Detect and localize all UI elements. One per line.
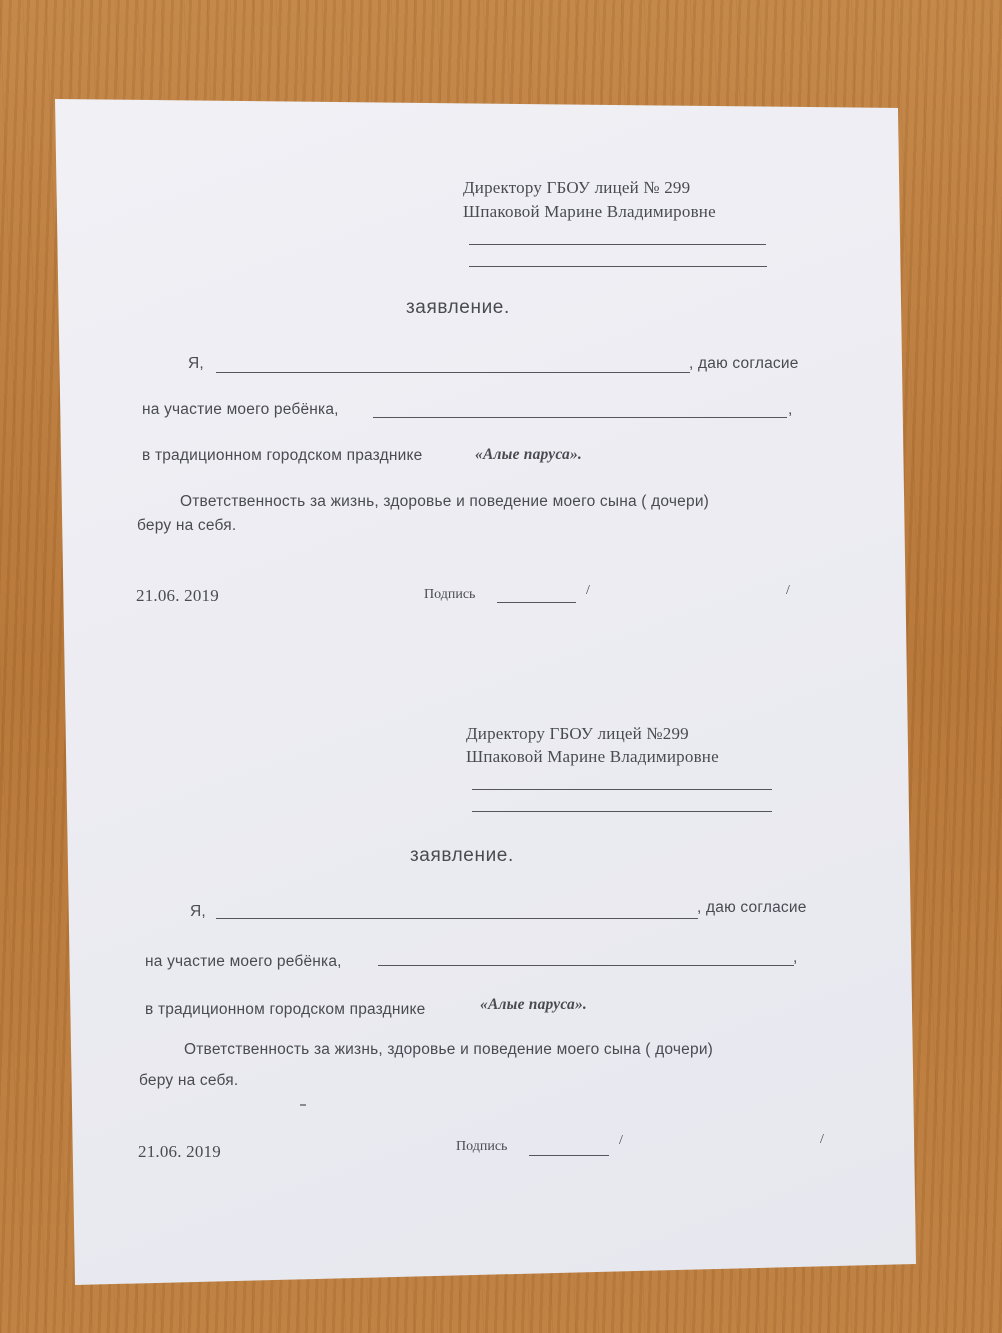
parent-name-blank	[216, 372, 690, 373]
participation-prefix: на участие моего ребёнка,	[142, 401, 339, 418]
addressee-blank-2	[469, 266, 767, 267]
signature-label: Подпись	[424, 587, 476, 602]
signature-label: Подпись	[456, 1139, 508, 1154]
date: 21.06. 2019	[136, 586, 219, 605]
participation-suffix: ,	[793, 949, 798, 966]
addressee-line-1: Директору ГБОУ лицей № 299	[463, 178, 691, 197]
event-prefix: в традиционном городском празднике	[145, 1001, 426, 1018]
consent-prefix: Я,	[190, 903, 206, 920]
addressee-line-2: Шпаковой Марине Владимировне	[466, 747, 719, 766]
form-title: заявление.	[406, 297, 510, 318]
slash-close: /	[786, 583, 790, 598]
scan-mark	[300, 1104, 306, 1106]
responsibility-line-2: беру на себя.	[137, 517, 237, 534]
signature-blank	[497, 602, 576, 603]
parent-name-blank	[216, 918, 698, 919]
consent-suffix: , даю согласие	[697, 899, 807, 916]
addressee-line-2: Шпаковой Марине Владимировне	[463, 202, 716, 221]
event-name: «Алые паруса».	[480, 996, 588, 1013]
slash-close: /	[820, 1132, 824, 1147]
date: 21.06. 2019	[138, 1142, 221, 1161]
form-title: заявление.	[410, 845, 514, 866]
responsibility-line-1: Ответственность за жизнь, здоровье и поведение моего сына ( дочери)	[180, 493, 710, 510]
participation-prefix: на участие моего ребёнка,	[145, 953, 342, 970]
child-name-blank	[373, 417, 787, 418]
participation-suffix: ,	[788, 401, 793, 418]
addressee-blank-1	[472, 789, 772, 790]
addressee-line-1: Директору ГБОУ лицей №299	[466, 724, 689, 743]
addressee-blank-2	[472, 811, 772, 812]
responsibility-line-1: Ответственность за жизнь, здоровье и поведение моего сына ( дочери)	[184, 1041, 714, 1058]
slash-open: /	[619, 1133, 623, 1148]
event-name: «Алые паруса».	[475, 446, 583, 463]
slash-open: /	[586, 583, 590, 598]
event-prefix: в традиционном городском празднике	[142, 447, 423, 464]
signature-blank	[529, 1155, 609, 1156]
responsibility-line-2: беру на себя.	[139, 1072, 239, 1089]
addressee-blank-1	[469, 244, 766, 245]
consent-suffix: , даю согласие	[689, 355, 799, 372]
child-name-blank	[378, 965, 794, 966]
consent-prefix: Я,	[188, 355, 204, 372]
